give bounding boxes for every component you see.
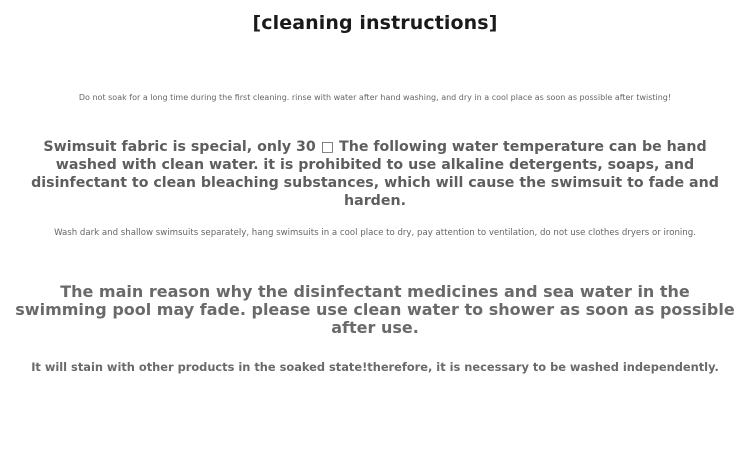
water-temperature-paragraph: Swimsuit fabric is special, only 30 □ The following water temperature can be hand washed with clean water. it is prohibited to use alkaline detergents, soaps, and disinfectant to clean bleaching substances, which will cause the swimsuit to fade and harden.	[31, 139, 719, 209]
separate-wash-note: Wash dark and shallow swimsuits separately, hang swimsuits in a cool place to dry, pay attention to ventilation, do not use clothes dryers or ironing.	[54, 228, 696, 238]
first-wash-note: Do not soak for a long time during the first cleaning. rinse with water after hand washing, and dry in a cool place as soon as possible after twisting!	[78, 93, 672, 102]
page-title: [cleaning instructions]	[252, 12, 498, 34]
fade-reason-paragraph: The main reason why the disinfectant medicines and sea water in the swimming pool may fade. please use clean water to shower as soon as possible after use.	[15, 282, 735, 337]
stain-warning-note: It will stain with other products in the soaked state!therefore, it is necessary to be washed independently.	[31, 360, 719, 374]
